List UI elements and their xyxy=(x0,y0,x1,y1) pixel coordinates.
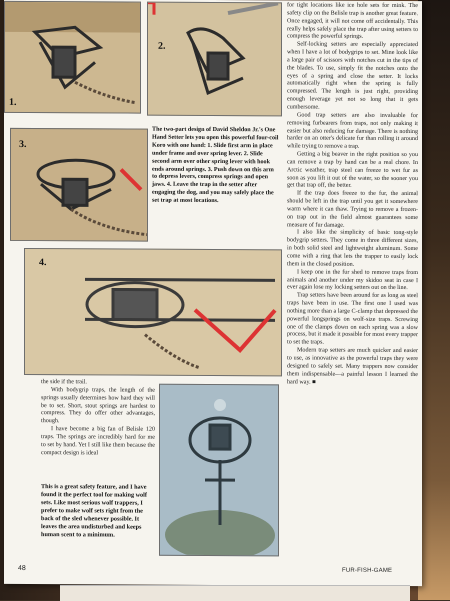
trap-illustration-4 xyxy=(25,249,281,375)
magazine-page xyxy=(4,0,422,586)
photo-5 xyxy=(159,384,279,557)
paragraph: With bodygrip traps, the length of the springs usually determines how hard they will be to set. Short, stout springs are hardest to compress. They do offer other advantages, though. xyxy=(41,386,155,425)
caption-text: The two-part design of David Sheldon Jr.'s One Hand Setter lets you open this powerful four-coil Koro with one hand: 1. Slide first arm in place under frame and over spring lever. 2. Slide second arm over other spring lever with hook ends around springs. 3. Push down on this arm to depress levers, compress springs and open jaws. 4. Leave the trap in the setter after engaging the dog, and you may safely place the set trap at most locations. xyxy=(152,126,279,205)
background-edge xyxy=(418,0,450,600)
photo-1-number: 1. xyxy=(9,96,17,108)
left-column xyxy=(41,379,155,458)
snow-trap-illustration xyxy=(160,385,278,556)
trap-illustration-2 xyxy=(148,3,281,116)
photo-3-number: 3. xyxy=(19,138,27,151)
paragraph: I also like the simplicity of basic tong-style bodygrip setters. They come in three different sizes, in both solid steel and lightweight aluminum. Some come with a ring that lets the trapper to easily lock them in the closed position. xyxy=(287,229,418,268)
page-number: 48 xyxy=(18,564,26,573)
photo-4-number: 4. xyxy=(39,257,47,269)
right-column xyxy=(287,2,418,387)
trap-illustration-3 xyxy=(11,129,147,241)
paragraph: If the trap does freeze to the fur, the animal should be left in the trap until you get it somewhere warm where it can thaw. Trying to remove a frozen-on trap out in the field almost guarantees some measure of fur damage. xyxy=(287,190,418,229)
paragraph: Self-locking setters are especially appreciated when I have a lot of bodygrips to set. Mine look like a large pair of scissors with notches cut in the tips of the blades. To use, simply fit the notches onto the eyes of a spring and close the setter. It locks automatically right when the spring is fully compressed. The length is just right, providing enough leverage yet not so long that it gets cumbersome. xyxy=(287,41,418,111)
paragraph: Getting a big beaver in the right position so you can remove a trap by hand can be a real chore. In Arctic weather, trap steel can freeze to wet fur as soon as you lift it out of the water, so the sooner you get that trap off, the better. xyxy=(287,151,418,190)
photo-2-number: 2. xyxy=(158,40,166,52)
paragraph: Modern trap setters are much quicker and easier to use, as innovative as the powerful traps they were designed to safely set. Many trappers now consider them indispensable—a painful lesson I learned the hard way. ■ xyxy=(287,347,418,386)
trap-illustration-1 xyxy=(5,2,140,113)
magazine-name: FUR-FISH-GAME xyxy=(342,567,393,574)
paragraph: I have become a big fan of Belisle 120 traps. The springs are incredibly hard for me to set by hand. Yet I still like them because the compact design is ideal xyxy=(41,426,155,456)
photo-1 xyxy=(4,1,141,114)
underlying-page xyxy=(60,585,410,601)
photo-2 xyxy=(147,2,282,117)
paragraph: for tight locations like ice hole sets for mink. The safety clip on the Belisle trap is another great feature. Once engaged, it will not come off accidentally. This really helps safely place the trap after using setters to compress the powerful springs. xyxy=(287,2,418,41)
safety-note: This is a great safety feature, and I have found it the perfect tool for making wolf sets. Like most serious wolf trappers, I prefer to make wolf sets right from the back of the sled whenever possible. It leaves the area undisturbed and keeps human scent to a minimum. xyxy=(41,483,147,539)
photo-4 xyxy=(24,248,282,376)
paragraph: Trap setters have been around for as long as steel traps have been in use. The first one I used was nothing more than a large C-clamp that depressed the powerful longsprings on wolf-size traps. Screwing one of the clamps down on each spring was a slow process, but it made it possible for most every trapper to set the traps. xyxy=(287,292,418,346)
paragraph: the side if the trail. xyxy=(41,379,87,386)
photo-caption xyxy=(152,127,280,207)
paragraph: I keep one in the fur shed to remove traps from animals and another under my skidoo seat in case I ever again lose my locking setters out on the line. xyxy=(287,269,418,292)
photo-3 xyxy=(10,128,148,242)
paragraph: Good trap setters are also invaluable for removing furbearers from traps, not only making it easier but also reducing fur damage. There is nothing harder on an otter's delicate fur than rolling it around while trying to remove a trap. xyxy=(287,112,418,150)
